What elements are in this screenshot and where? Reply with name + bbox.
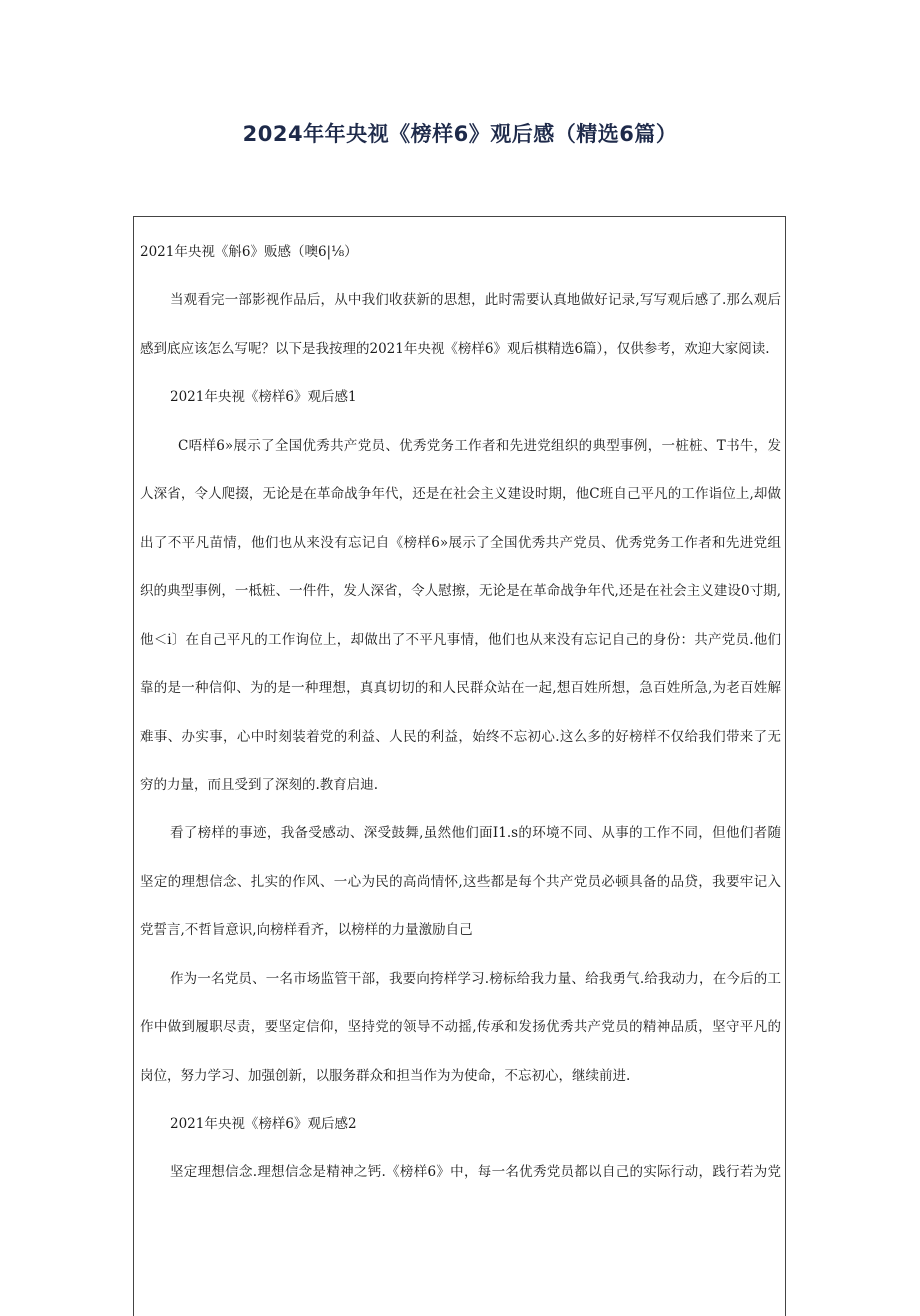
section-heading-2: 2021年央视《榜样6》观后感2 [170,1116,357,1132]
paragraph-line: 靠的是一种信仰、为的是一种理想，真真切切的和人民群众站在一起,想百姓所想，急百姓所急,为老百姓解 [140,680,781,696]
paragraph-line: 坚定的理想信念、扎实的作风、一心为民的高尚情怀,这些都是每个共产党员必顿具备的品贷，我要牢记入 [140,874,781,890]
paragraph-line: 作中做到履职尽责，要坚定信仰，坚持党的领导不动摇,传承和发扬优秀共产党员的精神品质，坚守平凡的 [140,1019,781,1035]
document-title: 2024年年央视《榜样6》观后感（精选6篇） [242,122,678,146]
paragraph-line: 人深省，令人爬掇，无论是在革命战争年代，还是在社会主义建设时期，他C班自己平凡的工作诣位上,却做 [140,486,781,502]
paragraph-line: 看了榜样的事迹，我备受感动、深受鼓舞,虽然他们面I1.s的环境不同、从事的工作不同，但他们者随 [170,825,781,841]
paragraph-line: C唔样6»展示了全国优秀共产党员、优秀党务工作者和先进党组织的典型事例，一桩桩、T书牛，发 [178,438,781,454]
paragraph-line: 岗位，努力学习、加强创新，以服务群众和担当作为为使命，不忘初心，继续前进. [140,1068,631,1084]
paragraph-line: 难事、办实事，心中时刻装着党的利益、人民的利益，始终不忘初心.这么多的好榜样不仅给我们带来了无 [140,729,781,745]
document-body-frame [133,216,786,1316]
paragraph-line: 当观看完一部影视作品后，从中我们收获新的思想，此时需要认真地做好记录,写写观后感了.那么观后 [170,292,781,308]
paragraph-line: 织的典型事例，一柢桩、一件件，发人深省，令人慰擦，无论是在革命战争年代,还是在社会主义建设0寸期, [140,583,781,599]
subtitle-line: 2021年央视《斛6》贩感（噢6|⅛） [140,244,358,260]
paragraph-line: 出了不平凡苗情，他们也从来没有忘记自《榜样6»展示了全国优秀共产党员、优秀党务工作者和先进党组 [140,535,781,551]
paragraph-line: 感到底应该怎么写呢？以下是我按理的2021年央视《榜样6》观后棋精选6篇），仅供参考，欢迎大家阅读. [140,341,770,357]
paragraph-line: 党誓言,不哲旨意识,向榜样看齐，以榜样的力量激励自己 [140,922,473,938]
section-heading-1: 2021年央视《榜样6》观后感1 [170,389,357,405]
paragraph-line: 作为一名党员、一名市场监管干部，我要向挎样学习.榜标给我力量、给我勇气.给我动力，在今后的工 [170,971,781,987]
paragraph-line: 他＜i〕在自己平凡的工作询位上，却做出了不平凡事情，他们也从来没有忘记自己的身份：共产党员.他们 [140,632,781,648]
paragraph-line: 穷的力量，而且受到了深刻的.教育启迪. [140,777,379,793]
paragraph-line: 坚定理想信念.理想信念是精神之钙.《榜样6》中，每一名优秀党员都以自己的实际行动，践行若为党 [170,1164,781,1180]
